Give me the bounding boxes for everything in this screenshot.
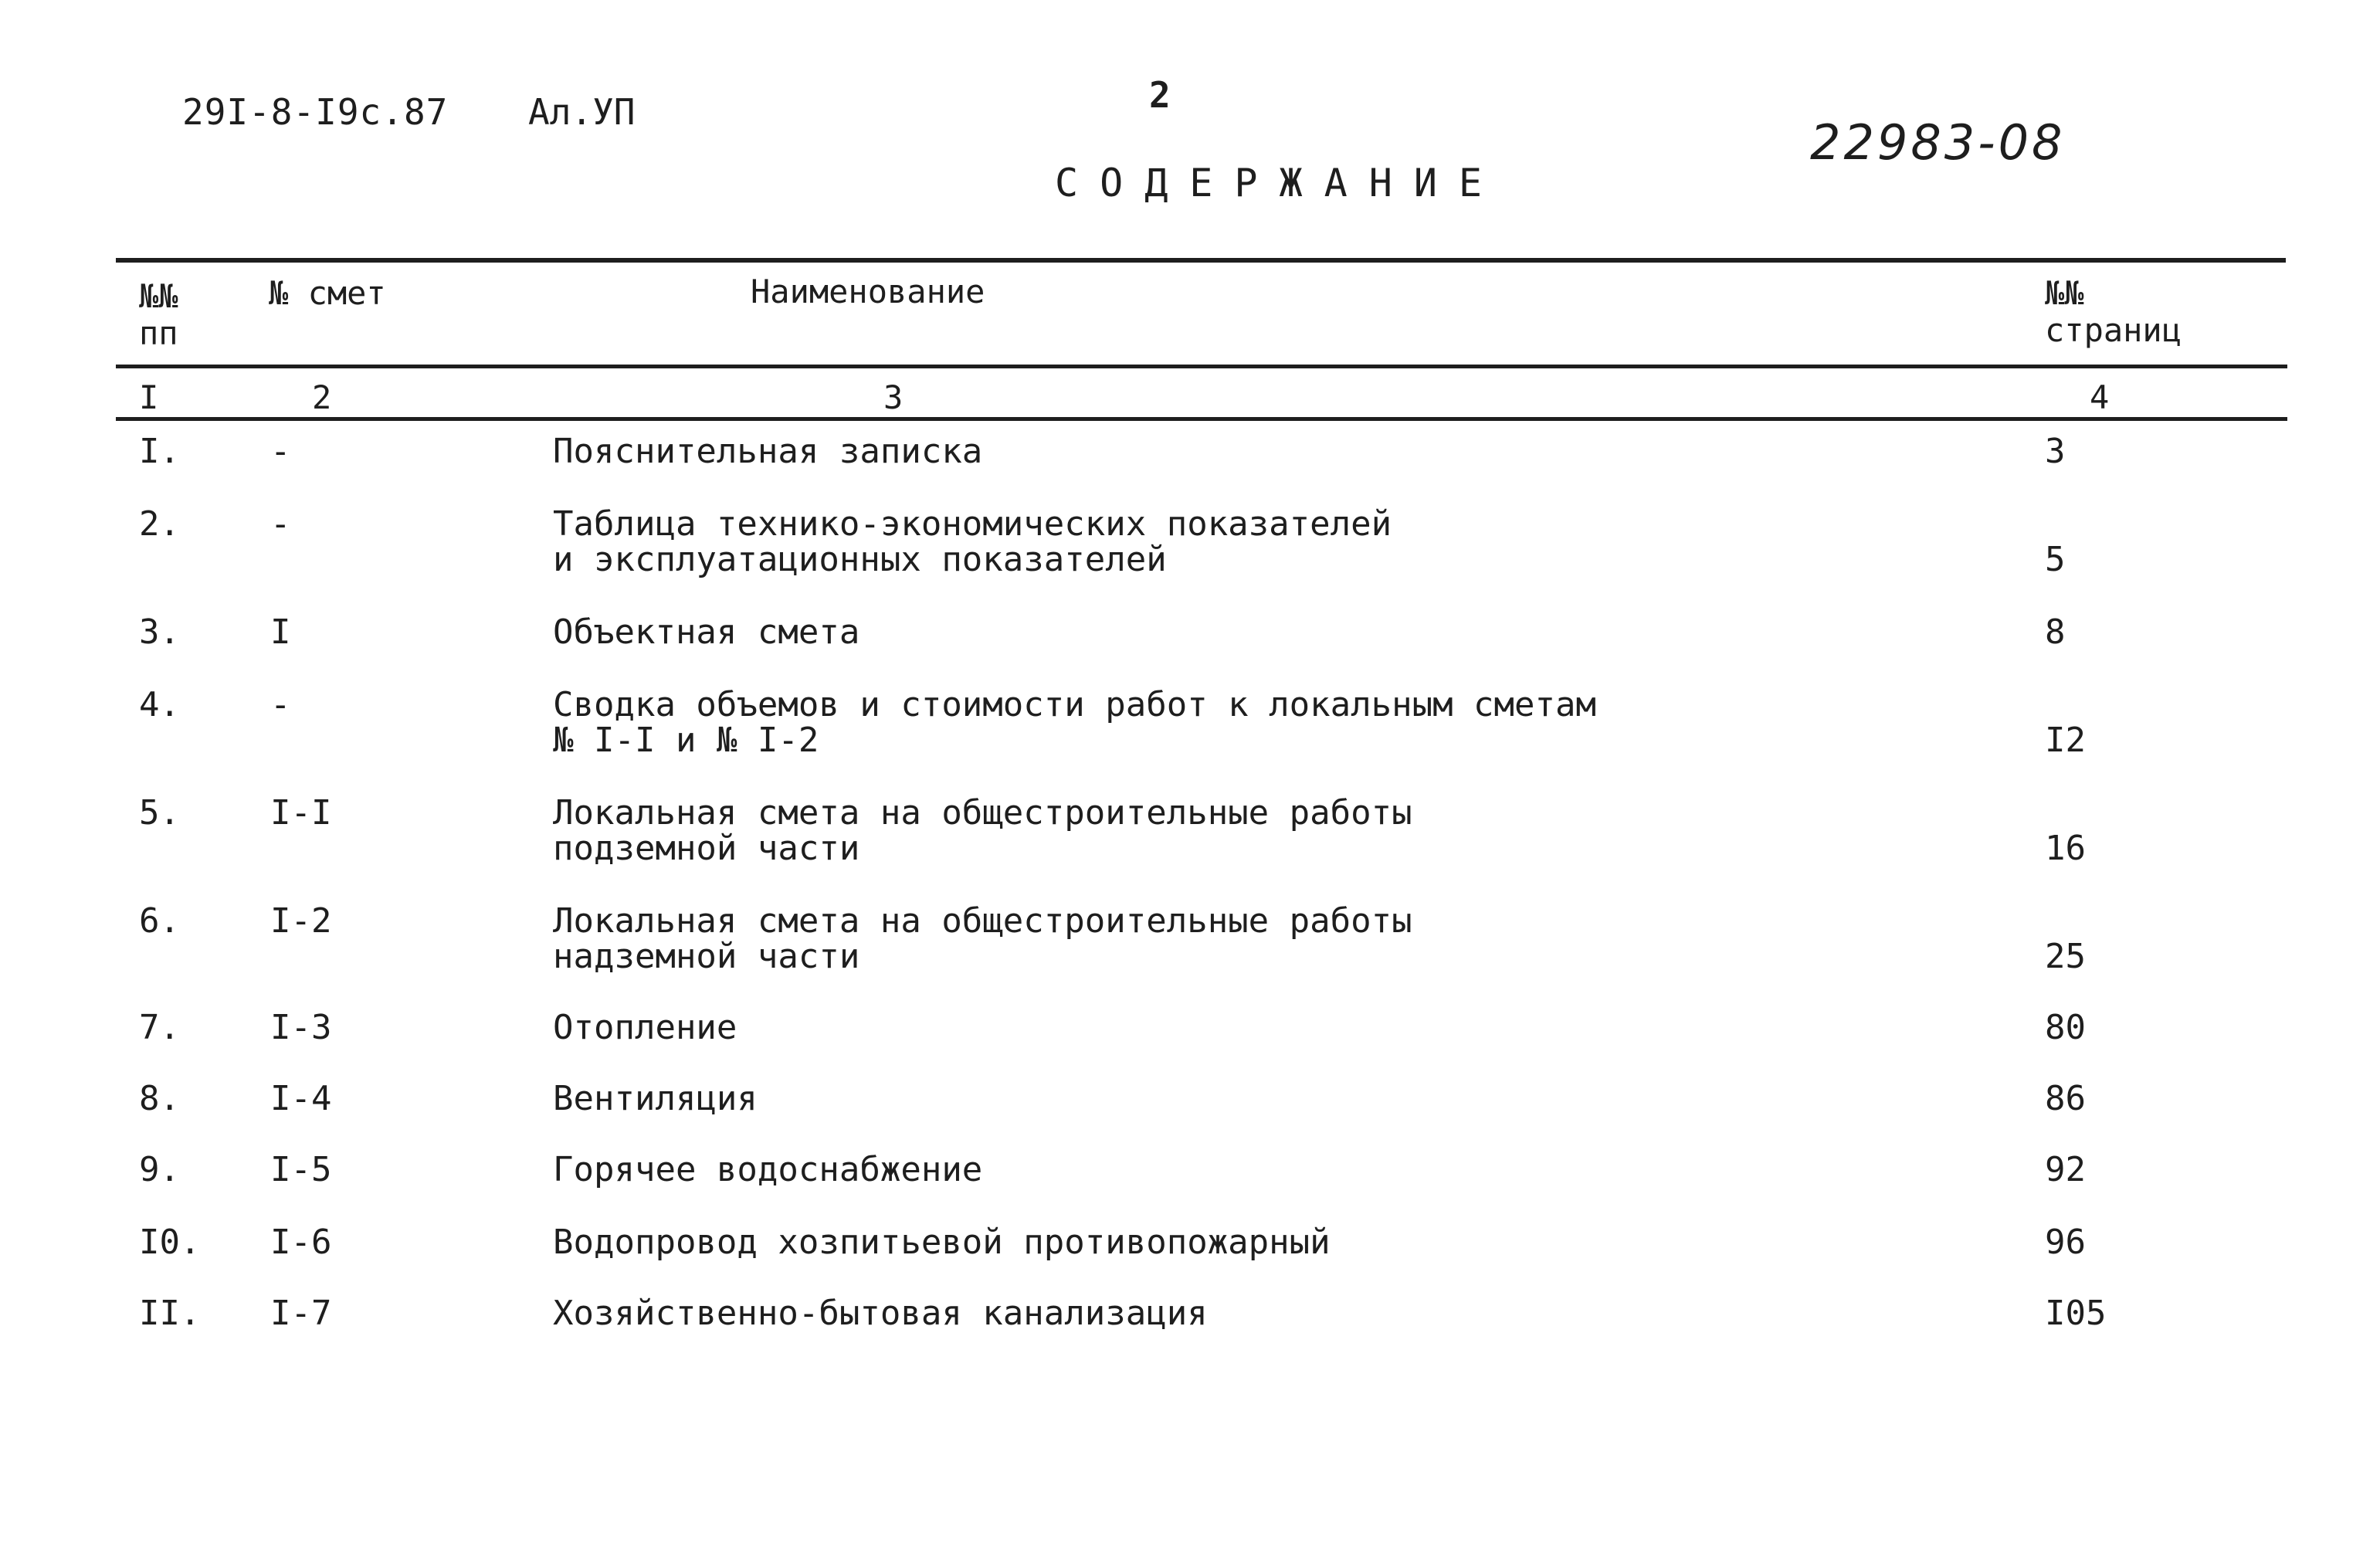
item-name (553, 1152, 982, 1188)
item-name (553, 901, 1412, 976)
column-header-label: №№ (2045, 274, 2084, 312)
item-name-line: Отопление (553, 1008, 737, 1047)
estimate-number: I-7 (270, 1294, 332, 1333)
item-name-line: и эксплуатационных показателей (553, 540, 1167, 579)
item-name (553, 612, 860, 652)
row-number: 9. (139, 1150, 180, 1189)
estimate-number: I-I (270, 793, 332, 833)
document-number: 22983-08 (1810, 114, 2066, 171)
page-ref: I05 (2045, 1294, 2107, 1333)
item-name-line: подземной части (553, 829, 860, 868)
row-number: 6. (139, 901, 180, 941)
column-header-label: пп (139, 314, 178, 352)
item-name (553, 795, 1412, 867)
estimate-number: I (270, 612, 291, 652)
estimate-number: I-2 (270, 901, 332, 941)
row-number: 5. (139, 793, 180, 833)
page-ref: 96 (2045, 1223, 2086, 1262)
item-name (553, 1010, 737, 1046)
header-divider-rule (116, 365, 2287, 368)
page-ref: 92 (2045, 1150, 2086, 1189)
row-number: 4. (139, 685, 180, 724)
estimate-number: I-5 (270, 1150, 332, 1189)
item-name (553, 504, 1392, 579)
item-name-line: надземной части (553, 937, 860, 976)
page-number: 2 (1149, 74, 1171, 116)
row-number: I. (139, 432, 180, 471)
item-name-line: Вентиляция (553, 1079, 758, 1118)
item-name-line: № I-I и № I-2 (553, 721, 819, 760)
item-name (553, 434, 982, 470)
item-name-line: Таблица технико-экономических показателей (553, 504, 1392, 544)
column-numbers-rule (116, 417, 2287, 421)
item-name-line: Пояснительная записка (553, 432, 983, 471)
item-name-line: Локальная смета на общестроительные работы (553, 793, 1412, 833)
estimate-number: - (270, 504, 291, 544)
row-number: I0. (139, 1223, 201, 1262)
row-number: 3. (139, 612, 180, 652)
row-number: II. (139, 1294, 201, 1333)
item-name-line: Хозяйственно-бытовая канализация (553, 1294, 1208, 1333)
page-ref: 25 (2045, 937, 2086, 976)
item-name (553, 687, 1596, 758)
column-header-estimate-number: № смет (269, 274, 386, 312)
page-ref: 16 (2045, 829, 2086, 868)
item-name-line: Водопровод хозпитьевой противопожарный (553, 1223, 1331, 1262)
item-name (553, 1225, 1331, 1260)
column-header-pages (2045, 275, 2182, 349)
column-header-label: страниц (2045, 311, 2182, 349)
column-header-row-number (139, 278, 178, 352)
estimate-number: I-3 (270, 1008, 332, 1047)
row-number: 8. (139, 1079, 180, 1118)
document-code: 29I-8-I9с.87 (182, 91, 449, 133)
column-number-2: 2 (312, 378, 332, 416)
page-ref: 80 (2045, 1008, 2086, 1047)
sheet-label: Ал.УП (528, 91, 636, 133)
table-top-rule (116, 258, 2286, 263)
row-number: 7. (139, 1008, 180, 1047)
estimate-number: I-6 (270, 1223, 332, 1262)
estimate-number: I-4 (270, 1079, 332, 1118)
item-name-line: Объектная смета (553, 612, 860, 652)
item-name-line: Локальная смета на общестроительные работы (553, 901, 1412, 941)
page-title: СОДЕРЖАНИЕ (1055, 161, 1504, 205)
item-name-line: Горячее водоснабжение (553, 1150, 983, 1189)
item-name-line: Сводка объемов и стоимости работ к локальным сметам (553, 685, 1597, 724)
page-ref: 8 (2045, 612, 2066, 652)
column-number-1: I (139, 378, 159, 416)
column-header-name: Наименование (751, 273, 985, 310)
page-ref: 3 (2045, 432, 2066, 471)
page-ref: 5 (2045, 540, 2066, 579)
row-number: 2. (139, 504, 180, 544)
column-number-3: 3 (883, 378, 904, 416)
item-name (553, 1081, 758, 1117)
item-name (553, 1296, 1208, 1331)
page-ref: I2 (2045, 721, 2086, 760)
column-header-label: №№ (139, 277, 178, 315)
page-ref: 86 (2045, 1079, 2086, 1118)
estimate-number: - (270, 685, 291, 724)
estimate-number: - (270, 432, 291, 471)
column-number-4: 4 (2090, 378, 2110, 416)
